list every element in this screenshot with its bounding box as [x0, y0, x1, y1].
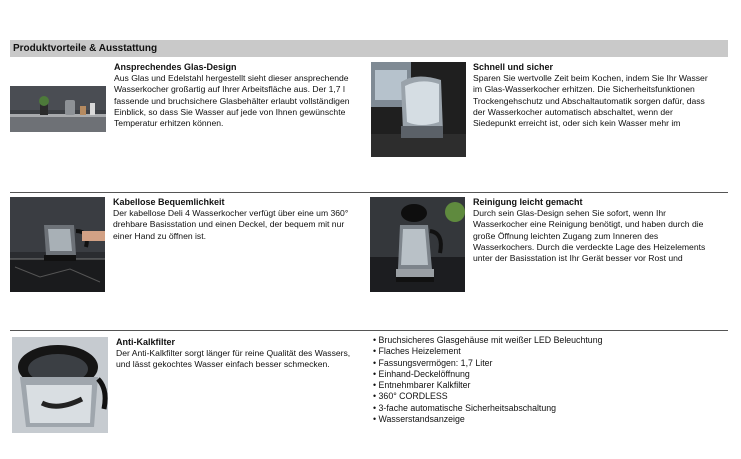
- spec-item: • Einhand-Deckelöffnung: [373, 369, 703, 380]
- spec-item: • Flaches Heizelement: [373, 346, 703, 357]
- spec-item: • 3-fache automatische Sicherheitsabschaltung: [373, 403, 703, 414]
- spec-item: • Bruchsicheres Glasgehäuse mit weißer LED Beleuchtung: [373, 335, 703, 346]
- row-divider: [10, 192, 728, 193]
- kettle-on-counter-image: [10, 197, 105, 292]
- feature-title: Kabellose Bequemlichkeit: [113, 197, 225, 207]
- spec-item: • Fassungsvermögen: 1,7 Liter: [373, 358, 703, 369]
- feature-text: Aus Glas und Edelstahl hergestellt sieht dieser ansprechende Wasserkocher großartig auf Ihrer Arbeitsfläche aus. Der 1,7 l fassende und bruchsichere Glasbehälter erlaubt vollständigen Einblick, so dass Sie Wasser auf jede von Ihnen gewünschte Temperatur erhitzen können.: [114, 73, 350, 129]
- feature-cordless: [113, 197, 365, 242]
- feature-text: Der Anti-Kalkfilter sorgt länger für reine Qualität des Wassers, und lässt gekochtes Wasser einfach besser schmecken.: [116, 348, 351, 370]
- feature-anti-limescale: [116, 337, 361, 371]
- feature-text: Durch sein Glas-Design sehen Sie sofort, wenn Ihr Wasserkocher eine Reinigung benötigt, und haben durch die große Öffnung leichten Zugang zum Inneren des Wasserkochers. Durch die verdeckte Lage des Heizelements unter der Basisstation ist Ihr Gerät besser vor Rost und: [473, 208, 706, 264]
- spec-item: • Entnehmbarer Kalkfilter: [373, 380, 703, 391]
- feature-title: Schnell und sicher: [473, 62, 554, 72]
- feature-fast-safe: [473, 62, 718, 129]
- spec-list: [373, 335, 703, 425]
- feature-title: Ansprechendes Glas-Design: [114, 62, 237, 72]
- feature-text: Der kabellose Deli 4 Wasserkocher verfügt über eine um 360° drehbare Basisstation und einen Deckel, der bequem mit nur einer Hand zu öffnen ist.: [113, 208, 349, 241]
- open-lid-kettle-image: [370, 197, 465, 292]
- spec-item: • Wasserstandsanzeige: [373, 414, 703, 425]
- kettle-closeup-image: [371, 62, 466, 157]
- feature-title: Reinigung leicht gemacht: [473, 197, 583, 207]
- section-header: [10, 40, 728, 57]
- feature-glass-design: [114, 62, 366, 129]
- kitchen-counter-image: [10, 86, 106, 132]
- spec-item: • 360° CORDLESS: [373, 391, 703, 402]
- section-title: Produktvorteile & Ausstattung: [13, 43, 158, 54]
- row-divider: [10, 330, 728, 331]
- feature-title: Anti-Kalkfilter: [116, 337, 176, 347]
- feature-easy-cleaning: [473, 197, 718, 264]
- feature-text: Sparen Sie wertvolle Zeit beim Kochen, indem Sie Ihr Wasser im Glas-Wasserkocher erhitzen. Die Sicherheitsfunktionen Trockengehschutz und Abschaltautomatik sorgen dafür, dass der Wasserkocher automatisch abschaltet, wenn der Siedepunkt erreicht ist, oder sich kein Wasser mehr im: [473, 73, 708, 129]
- kettle-top-image: [12, 337, 108, 433]
